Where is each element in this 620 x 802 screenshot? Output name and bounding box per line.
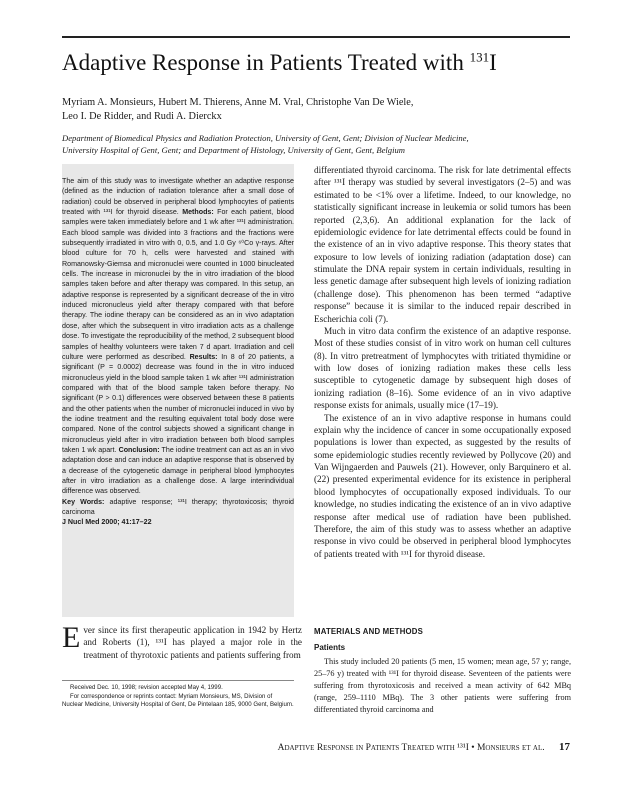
affiliation-line-1: Department of Biomedical Physics and Radiation Protection, University of Gent, Gent; Division of Nuclear Medicine, [62, 133, 469, 143]
paragraph-2: Much in vitro data confirm the existence of an adaptive response. Most of these studies consist of in vitro work on human cell cultures (8). In vitro pretreatment of lymphocytes with tritiated thymidine or with low doses of ionizing radiation makes these cells less susceptible to cytogenetic damage by subsequent high doses of ionizing radiation (8–16). Some evidence of an in vivo adaptive response exists for animals, usually mice (17–19). [314, 325, 571, 411]
top-rule [62, 36, 570, 38]
authors-line-2: Leo I. De Ridder, and Rudi A. Dierckx [62, 111, 222, 122]
keywords: Key Words: adaptive response; ¹³¹I therapy; thyrotoxicosis; thyroid carcinoma [62, 497, 294, 516]
section-heading: MATERIALS AND METHODS [314, 627, 424, 636]
abstract-text: The aim of this study was to investigate whether an adaptive response (defined as the induction of radiation tolerance after a small dose of radiation) could be observed in peripheral blood lymphocytes of patients treated with ¹³¹I for thyroid disease. Methods: For each patient, blood samples were taken immediately before and 1 wk after ¹³¹I administration. Each blood sample was divided into 3 fractions and the fractions were subsequently irradiated in vitro with 0, 0.5, and 1.0 Gy ⁶⁰Co γ-rays. After blood culture for 70 h, cells were harvested and stained with Romanowsky-Giemsa and micronuclei were counted in 1000 binucleated cells. The increase in micronuclei by the in vitro irradiation of the blood samples taken before and after therapy was compared. In this setup, an adaptive response is represented by a significant decrease of the in vitro induced micronucleus yield after therapy compared with that before therapy. The iodine therapy can be considered as an in vivo adaptation dose, after which the subsequent in vitro irradiation acts as a challenge dose. To investigate the reproducibility of the method, 2 subsequent blood samples of healthy volunteers were taken 7 d apart. Irradiation and cell culture were performed as described. Results: In 8 of 20 patients, a significant (P = 0.0002) decrease was found in the in vitro induced micronucleus yield in the blood sample taken 1 wk after ¹³¹I administration compared with that of the blood sample taken before therapy. No significant (P > 0.1) differences were observed between these 8 patients and the other patients when the number of micronuclei induced in vivo by the iodine treatment and the resulting equivalent total body dose were compared. None of the control subjects showed a significant change in micronucleus yield after in vitro irradiation between both blood samples taken 1 wk apart. Conclusion: The iodine treatment can act as an in vivo adaptation dose and can induce an adaptive response that is observed by a decrease of the cytogenetic damage in peripheral blood lymphocytes after in vitro irradiation as a challenge dose. A large interindividual difference was observed. [62, 177, 294, 496]
drop-cap: E [62, 621, 81, 654]
received-note: Received Dec. 10, 1998; revision accepted May 4, 1999. [70, 684, 223, 691]
authors [62, 96, 562, 124]
abstract [62, 176, 294, 528]
introduction-text: E ver since its first therapeutic application in 1942 by Hertz and Roberts (1), ¹³¹I has played a major role in the treatment of thyrotoxic patients and patients suffering from [62, 621, 302, 660]
paragraph-1: differentiated thyroid carcinoma. The risk for late detrimental effects after ¹³¹I therapy was studied by several investigators (2–5) and was estimated to be <1% over a lifetime. Indeed, to our knowledge, no statistically significant increase in leukemia or solid tumors has been reported (2,3,6). An additional explanation for the lack of epidemiologic evidence for late detrimental effects could be found in the existence of an in vivo adaptive response. This theory states that exposure to low levels of ionizing radiation (adaptation dose) can stimulate the DNA repair system in certain individuals, resulting in less genetic damage after subsequent high levels of ionizing radiation (challenge dose). This phenomenon has been termed “adaptive response” because it is similar to the induced repair described in Escherichia coli (7). [314, 165, 571, 324]
page-number: 17 [559, 741, 570, 753]
footnotes [62, 684, 294, 711]
affiliation-line-2: University Hospital of Gent, Gent; and Department of Histology, University of Gent, Gent, Belgium [62, 145, 405, 155]
paragraph-3: The existence of an in vivo adaptive response in humans could explain why the incidence of cancer in some occupationally exposed populations is lower than expected, as suggested by the results of some epidemiologic studies recently reviewed by Pollycove (20) and Van Wijngaerden and Pauwels (21). However, only Barquinero et al. (22) presented experimental evidence for its existence in peripheral blood lymphocytes of occupationally exposed individuals. To our knowledge, no studies indicating the existence of an in vivo adaptive response after medical use of radiation have been published. Therefore, the aim of this study was to assess whether an adaptive response in vivo could be observed in peripheral blood lymphocytes of patients treated with ¹³¹I for thyroid disease. [314, 412, 571, 559]
right-column-text [314, 164, 571, 560]
page-footer [230, 741, 570, 753]
affiliations [62, 132, 562, 156]
authors-line-1: Myriam A. Monsieurs, Hubert M. Thierens, Anne M. Vral, Christophe Van De Wiele, [62, 97, 414, 108]
methods-paragraph: This study included 20 patients (5 men, 15 women; mean age, 57 y; range, 25–76 y) treated with ¹³¹I for thyroid disease. Seventeen of the patients were suffering from thyrotoxicosis and received a mean activity of 642 MBq (range, 259–1110 MBq). The 3 other patients were suffering from differentiated thyroid carcinoma and [314, 657, 571, 714]
article-title: Adaptive Response in Patients Treated with $^{131}$I [62, 49, 497, 75]
running-title: Adaptive Response in Patients Treated with ¹³¹I • Monsieurs et al. [277, 743, 545, 753]
footnote-rule [62, 680, 294, 681]
subsection-heading: Patients [314, 643, 346, 652]
journal-citation: J Nucl Med 2000; 41:17–22 [62, 518, 152, 527]
correspondence-note: For correspondence or reprints contact: Myriam Monsieurs, MS, Division of Nuclear Medicine, University Hospital of Gent, De Pintelaan 185, 9000 Gent, Belgium. [62, 693, 294, 709]
